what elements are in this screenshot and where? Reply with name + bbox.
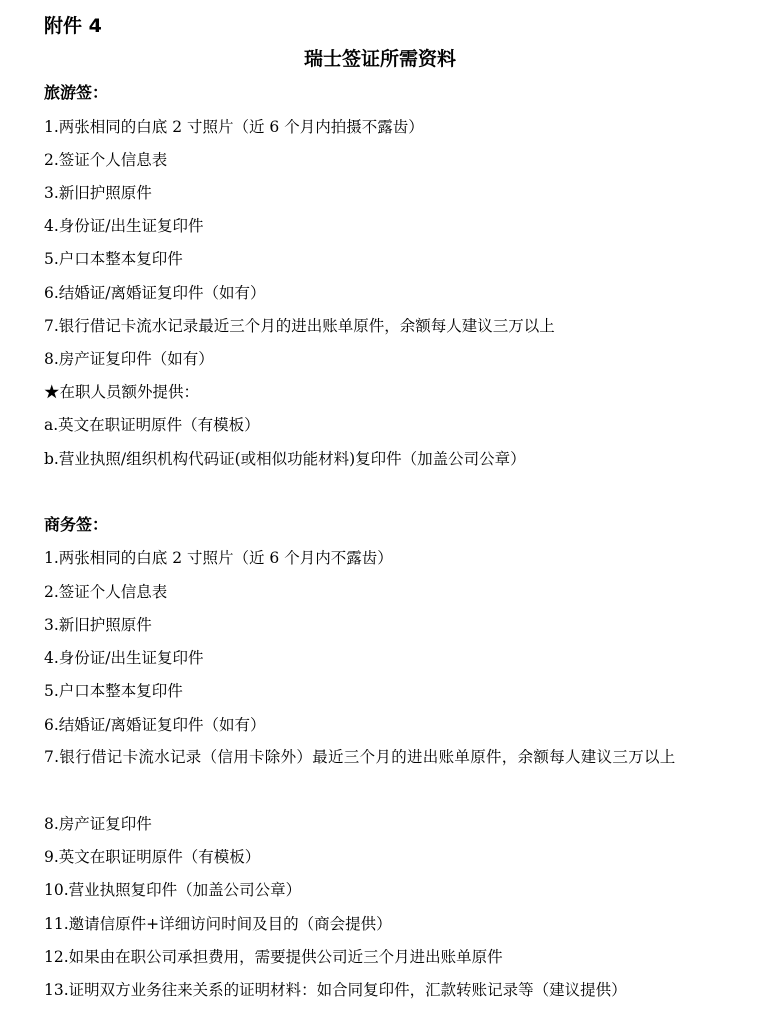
- list-item: 6.结婚证/离婚证复印件（如有）: [44, 284, 266, 302]
- list-item: 4.身份证/出生证复印件: [44, 649, 204, 667]
- list-item: ★在职人员额外提供：: [44, 383, 200, 401]
- list-item: 11.邀请信原件+详细访问时间及目的（商会提供）: [44, 915, 392, 933]
- list-item: 10.营业执照复印件（加盖公司公章）: [44, 881, 302, 899]
- list-item: 1.两张相同的白底 2 寸照片（近 6 个月内拍摄不露齿）: [44, 118, 424, 136]
- list-item: 5.户口本整本复印件: [44, 682, 183, 700]
- list-item: b.营业执照/组织机构代码证(或相似功能材料)复印件（加盖公司公章）: [44, 450, 526, 468]
- list-item: 9.英文在职证明原件（有模板）: [44, 848, 261, 866]
- list-item: 3.新旧护照原件: [44, 184, 152, 202]
- list-item: 2.签证个人信息表: [44, 583, 168, 601]
- list-item: 7.银行借记卡流水记录（信用卡除外）最近三个月的进出账单原件，余额每人建议三万以上: [44, 748, 676, 766]
- page-title: 瑞士签证所需资料: [303, 48, 456, 70]
- list-item: 8.房产证复印件（如有）: [44, 350, 214, 368]
- list-item: 13.证明双方业务往来关系的证明材料：如合同复印件，汇款转账记录等（建议提供）: [44, 981, 627, 999]
- list-item: 7.银行借记卡流水记录最近三个月的进出账单原件，余额每人建议三万以上: [44, 317, 555, 335]
- attachment-label: 附件 4: [44, 15, 102, 37]
- list-item: 8.房产证复印件: [44, 815, 152, 833]
- section-heading-tourist: 旅游签：: [44, 83, 109, 102]
- section-heading-business: 商务签：: [44, 515, 109, 534]
- list-item: 5.户口本整本复印件: [44, 250, 183, 268]
- list-item: 12.如果由在职公司承担费用，需要提供公司近三个月进出账单原件: [44, 948, 503, 966]
- list-item: 4.身份证/出生证复印件: [44, 217, 204, 235]
- list-item: 3.新旧护照原件: [44, 616, 152, 634]
- list-item: 2.签证个人信息表: [44, 151, 168, 169]
- list-item: 6.结婚证/离婚证复印件（如有）: [44, 716, 266, 734]
- list-item: a.英文在职证明原件（有模板）: [44, 416, 260, 434]
- list-item: 1.两张相同的白底 2 寸照片（近 6 个月内不露齿）: [44, 549, 393, 567]
